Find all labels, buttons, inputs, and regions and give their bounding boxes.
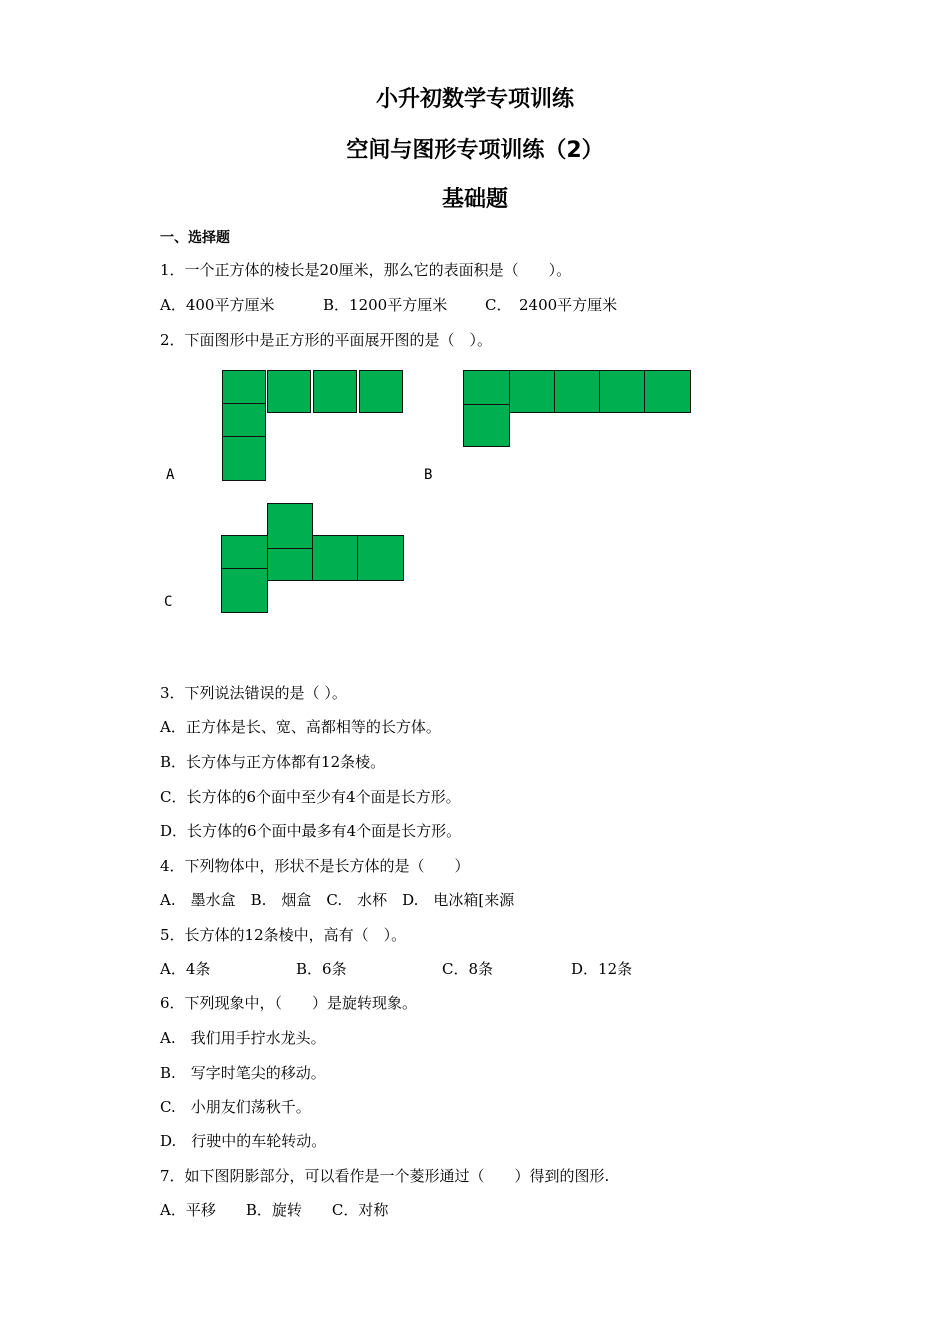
question-7: 7．如下图阴影部分，可以看作是一个菱形通过（ ）得到的图形. — [160, 1167, 610, 1185]
net-b-square — [644, 370, 691, 413]
q3-option-a: A．正方体是长、宽、高都相等的长方体。 — [160, 718, 441, 736]
q6-option-a: A. 我们用手拧水龙头。 — [160, 1029, 326, 1047]
question-5: 5．长方体的12条棱中，高有（ ）。 — [160, 926, 407, 944]
net-c-square — [221, 535, 268, 569]
net-a-square — [267, 370, 311, 413]
net-c-square — [267, 503, 313, 549]
question-2: 2．下面图形中是正方形的平面展开图的是（ ）。 — [160, 331, 493, 349]
net-c-square — [267, 548, 313, 581]
net-a-square — [359, 370, 403, 413]
section-heading: 一、选择题 — [160, 230, 230, 246]
net-label-a: A — [166, 467, 175, 483]
question-3: 3．下列说法错误的是（ ）。 — [160, 684, 347, 702]
question-1: 1．一个正方体的棱长是20厘米，那么它的表面积是（ ）。 — [160, 261, 572, 279]
net-b-square — [509, 370, 555, 413]
q5-option-c: C．8条 — [442, 960, 494, 978]
net-a-square — [313, 370, 357, 413]
q5-option-a: A．4条 — [160, 960, 211, 978]
net-b-square — [554, 370, 600, 413]
net-c-square — [312, 535, 358, 581]
net-b-square — [599, 370, 645, 413]
question-4: 4．下列物体中，形状不是长方体的是（ ） — [160, 857, 470, 875]
title-sub: 空间与图形专项训练（2） — [346, 138, 604, 163]
q1-option-c: C． 2400平方厘米 — [485, 296, 618, 314]
q1-option-a: A．400平方厘米 — [160, 296, 275, 314]
q6-option-d: D. 行驶中的车轮转动。 — [160, 1132, 327, 1150]
net-c-square — [357, 535, 404, 581]
net-b-square — [463, 370, 510, 405]
q3-option-b: B．长方体与正方体都有12条棱。 — [160, 753, 386, 771]
title-main: 小升初数学专项训练 — [375, 87, 574, 112]
net-c-square — [221, 568, 268, 613]
net-b-square — [463, 404, 510, 447]
q4-options: A. 墨水盒 B. 烟盒 C. 水杯 D. 电冰箱[来源 — [160, 891, 515, 909]
title-level: 基础题 — [441, 187, 508, 212]
q6-option-c: C. 小朋友们荡秋千。 — [160, 1098, 311, 1116]
q3-option-c: C．长方体的6个面中至少有4个面是长方形。 — [160, 788, 461, 806]
net-a-square — [222, 403, 266, 437]
q6-option-b: B. 写字时笔尖的移动。 — [160, 1064, 326, 1082]
net-label-b: B — [424, 467, 433, 483]
q1-option-b: B．1200平方厘米 — [323, 296, 448, 314]
q5-option-d: D．12条 — [571, 960, 633, 978]
q3-option-d: D．长方体的6个面中最多有4个面是长方形。 — [160, 822, 462, 840]
net-label-c: C — [164, 594, 173, 610]
question-6: 6．下列现象中，（ ）是旋转现象。 — [160, 994, 418, 1012]
q5-option-b: B．6条 — [296, 960, 347, 978]
net-a-square — [222, 436, 266, 481]
q7-options: A．平移 B．旋转 C．对称 — [160, 1201, 389, 1219]
